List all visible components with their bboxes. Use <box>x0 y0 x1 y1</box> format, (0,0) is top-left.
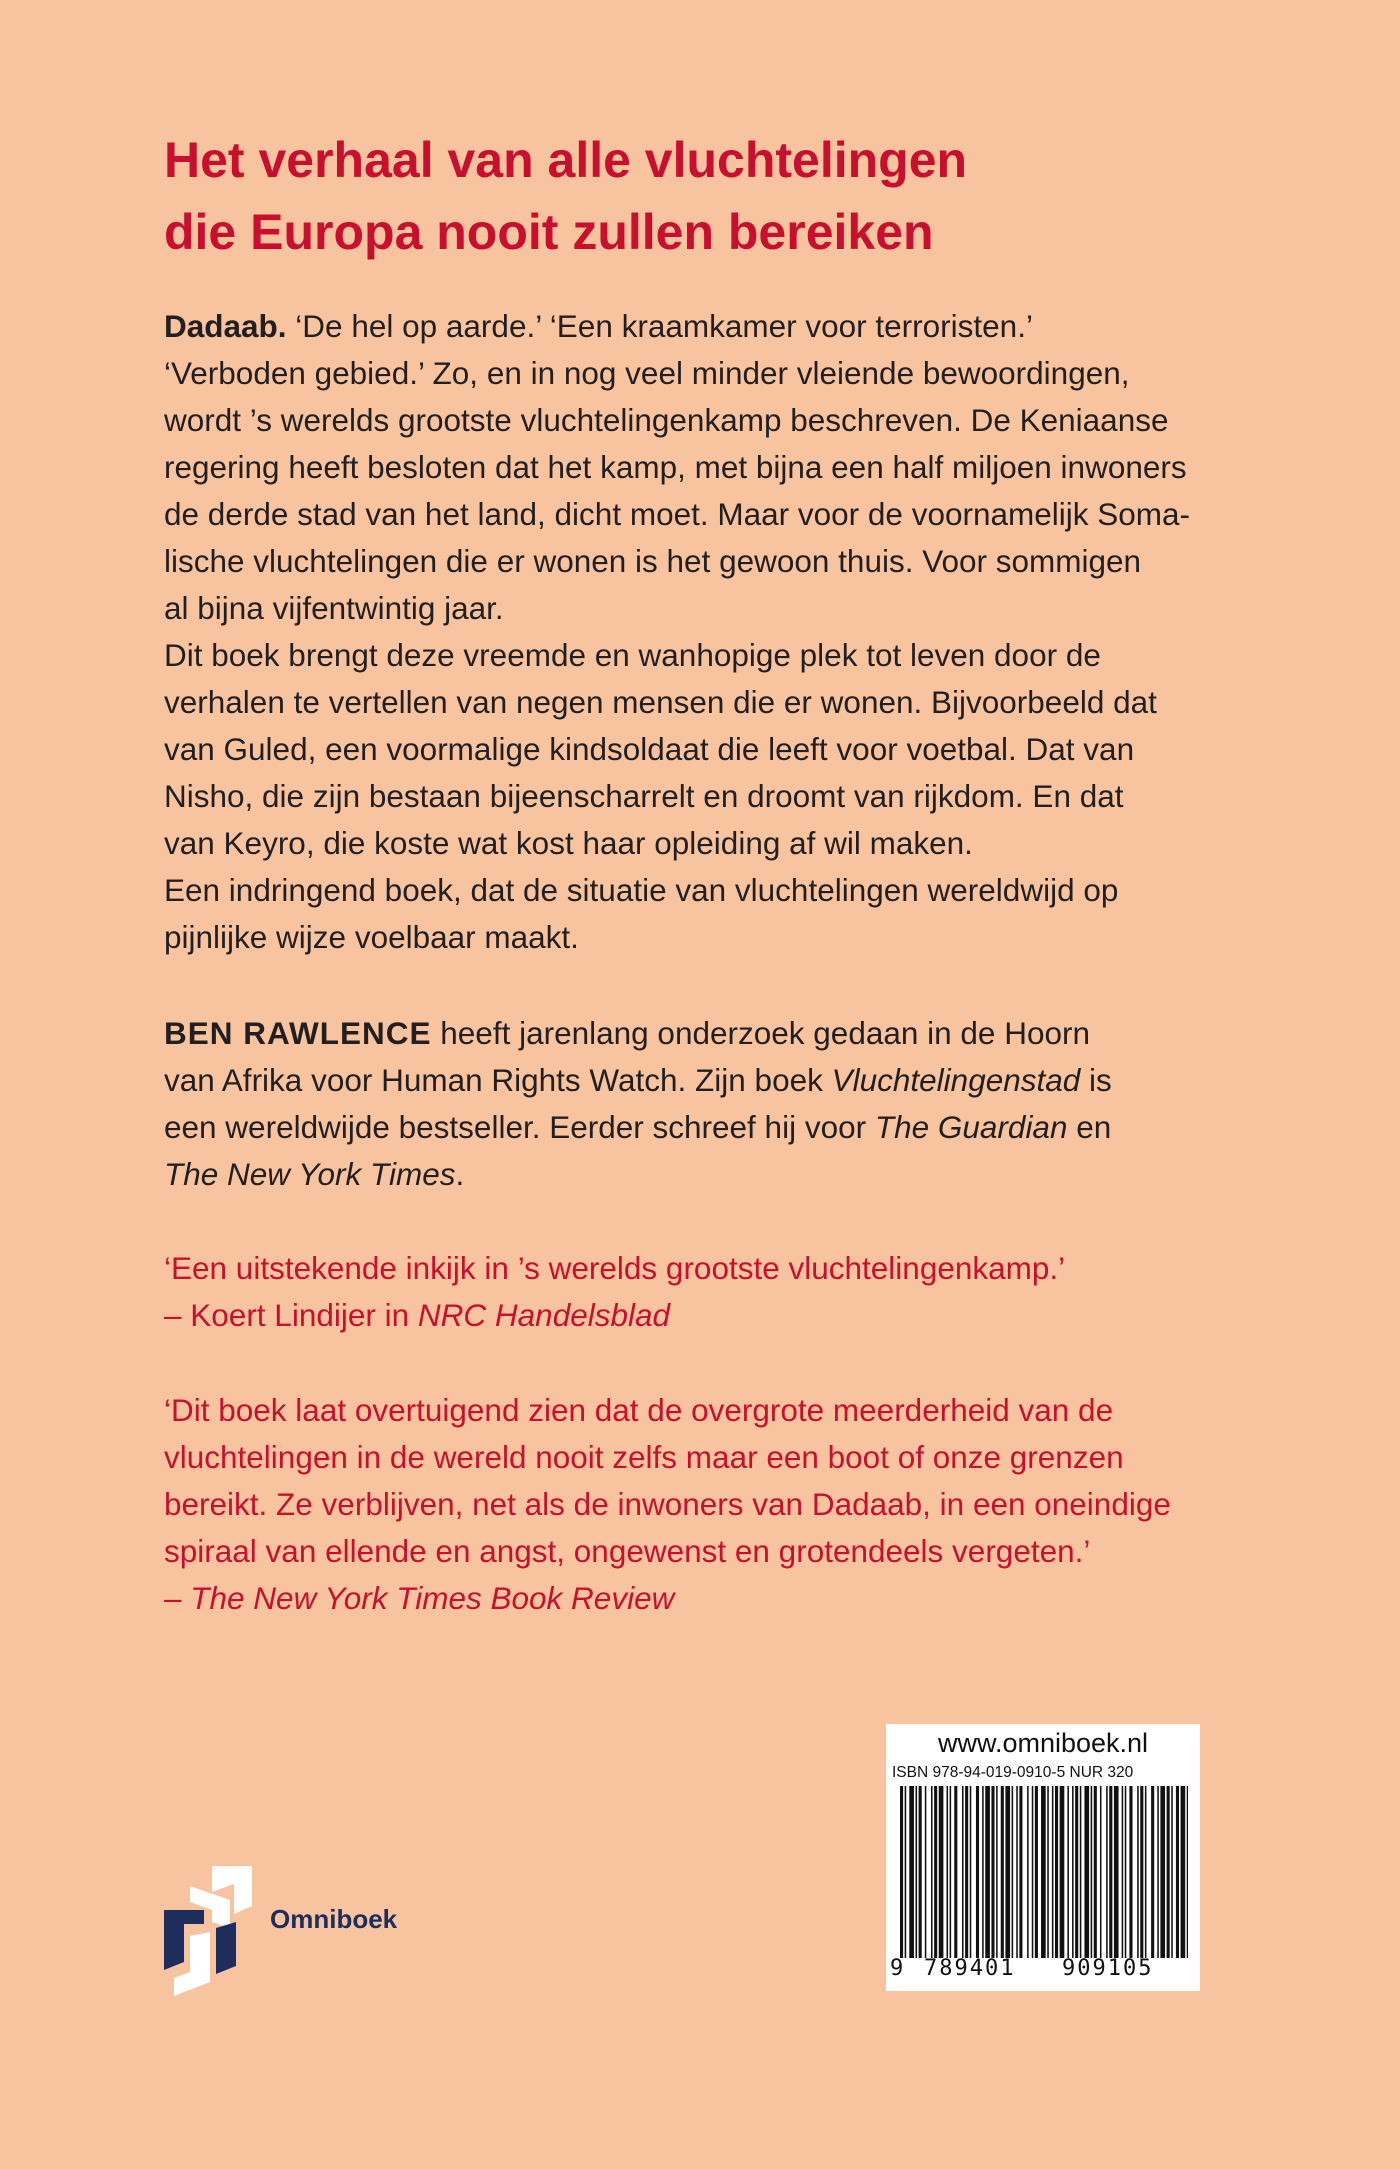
barcode-digit-group: 909105 <box>1062 1956 1154 1981</box>
barcode-bar <box>1041 1786 1046 1958</box>
barcode-bar <box>1094 1786 1097 1958</box>
barcode-bar <box>1067 1786 1069 1958</box>
blurb-line: van Guled, een voormalige kindsoldaat die leeft voor voetbal. Dat van <box>164 731 1135 767</box>
barcode-bar <box>1109 1786 1112 1958</box>
quote-line: bereikt. Ze verblijven, net als de inwoners van Dadaab, in een oneindige <box>164 1486 1171 1522</box>
blurb-line: Nisho, die zijn bestaan bijeenscharrelt en droomt van rijkdom. En dat <box>164 778 1124 814</box>
blurb-line: de derde stad van het land, dicht moet. Maar voor de voornamelijk Soma- <box>164 496 1191 532</box>
barcode-bar <box>1047 1786 1049 1958</box>
blurb-line: pijnlijke wijze voelbaar maakt. <box>164 919 579 955</box>
barcode-bar <box>1176 1786 1179 1958</box>
barcode-bar <box>1187 1786 1188 1958</box>
barcode-bar <box>991 1786 994 1958</box>
book-blurb <box>164 303 1284 961</box>
barcode-icon <box>900 1786 1188 1958</box>
barcode-bar <box>1091 1786 1093 1958</box>
barcode-bar <box>965 1786 968 1958</box>
barcode-bar <box>1145 1786 1147 1958</box>
barcode-bar <box>947 1786 949 1958</box>
author-line <box>164 1057 1284 1104</box>
isbn-label: ISBN 978-94-019-0910-5 NUR 320 <box>892 1764 1134 1781</box>
author-text: van Afrika voor Human Rights Watch. Zijn boek <box>164 1062 832 1098</box>
barcode-bar <box>950 1786 952 1958</box>
author-text: . <box>455 1156 465 1192</box>
author-name: BEN RAWLENCE <box>164 1015 432 1051</box>
quote-attribution <box>164 1292 1284 1339</box>
barcode-bar <box>900 1786 903 1958</box>
barcode-bar <box>1001 1786 1004 1958</box>
barcode-panel <box>886 1724 1200 1991</box>
publisher-url: www.omniboek.nl <box>937 1728 1149 1758</box>
omniboek-logo-icon <box>160 1866 260 1996</box>
author-line <box>164 1151 1284 1198</box>
barcode-bar <box>1181 1786 1186 1958</box>
headline-line-1: Het verhaal van alle vluchtelingen <box>164 132 968 188</box>
author-text: heeft jarenlang onderzoek gedaan in de Hoorn <box>431 1015 1091 1051</box>
barcode-bar <box>1052 1786 1054 1958</box>
author-text: een wereldwijde bestseller. Eerder schreef hij voor <box>164 1109 875 1145</box>
blurb-text: ‘De hel op aarde.’ ‘Een kraamkamer voor terroristen.’ <box>286 308 1033 344</box>
barcode-bar <box>1114 1786 1119 1958</box>
blurb-line: lische vluchtelingen die er wonen is het gewoon thuis. Voor sommigen <box>164 543 1142 579</box>
barcode-bar <box>1060 1786 1065 1958</box>
barcode-bar <box>996 1786 998 1958</box>
author-text: is <box>1080 1062 1112 1098</box>
headline <box>164 124 1264 268</box>
barcode-bar <box>909 1786 914 1958</box>
barcode-bar <box>1100 1786 1102 1958</box>
barcode-bar <box>1019 1786 1022 1958</box>
barcode-bar <box>1012 1786 1014 1958</box>
barcode-bar <box>976 1786 979 1958</box>
barcode-digit-group: 789401 <box>924 1956 1016 1981</box>
blurb-line: Een indringend boek, dat de situatie van vluchtelingen wereldwijd op <box>164 872 1119 908</box>
barcode-bar <box>1072 1786 1074 1958</box>
barcode-bar <box>1129 1786 1132 1958</box>
barcode-bar <box>934 1786 937 1958</box>
quote-source: NRC Handelsblad <box>417 1297 671 1333</box>
barcode-bar <box>916 1786 918 1958</box>
blurb-line: Dit boek brengt deze vreemde en wanhopige plek tot leven door de <box>164 637 1101 673</box>
quote-line: vluchtelingen in de wereld nooit zelfs maar een boot of onze grenzen <box>164 1439 1124 1475</box>
blurb-line: van Keyro, die koste wat kost haar opleiding af wil maken. <box>164 825 973 861</box>
barcode-bar <box>1125 1786 1127 1958</box>
barcode-digits <box>886 1956 1200 1986</box>
author-bio <box>164 1010 1284 1198</box>
author-line <box>164 1104 1284 1151</box>
publication-reference: The New York Times <box>164 1156 456 1192</box>
barcode-bar <box>1027 1786 1029 1958</box>
barcode-bar <box>1032 1786 1034 1958</box>
barcode-bar <box>1005 1786 1010 1958</box>
blurb-line: regering heeft besloten dat het kamp, met bijna een half miljoen inwoners <box>164 449 1187 485</box>
quote-line: spiraal van ellende en angst, ongewenst en grotendeels vergeten.’ <box>164 1533 1091 1569</box>
barcode-bar <box>1075 1786 1078 1958</box>
review-quote-1 <box>164 1245 1284 1339</box>
barcode-bar <box>1035 1786 1038 1958</box>
barcode-bar <box>1080 1786 1082 1958</box>
barcode-bar <box>1140 1786 1143 1958</box>
blurb-line: wordt ’s werelds grootste vluchtelingenkamp beschreven. De Keniaanse <box>164 402 1169 438</box>
barcode-bar <box>1157 1786 1159 1958</box>
blurb-line: al bijna vijfentwintig jaar. <box>164 590 504 626</box>
review-quote-2 <box>164 1387 1284 1622</box>
barcode-bar <box>1122 1786 1124 1958</box>
barcode-bar <box>925 1786 927 1958</box>
blurb-lead: Dadaab. <box>164 308 287 344</box>
barcode-bar <box>1160 1786 1165 1958</box>
barcode-bar <box>1171 1786 1173 1958</box>
barcode-bar <box>982 1786 984 1958</box>
barcode-bar <box>905 1786 907 1958</box>
author-text: en <box>1067 1109 1112 1145</box>
publication-reference: The Guardian <box>874 1109 1068 1145</box>
quote-line: ‘Een uitstekende inkijk in ’s werelds grootste vluchtelingenkamp.’ <box>164 1250 1066 1286</box>
blurb-line: ‘Verboden gebied.’ Zo, en in nog veel minder vleiende bewoordingen, <box>164 355 1130 391</box>
book-title-reference: Vluchtelingenstad <box>831 1062 1081 1098</box>
barcode-bar <box>1151 1786 1154 1958</box>
barcode-bar <box>970 1786 972 1958</box>
author-line <box>164 1010 1284 1057</box>
barcode-bar <box>954 1786 957 1958</box>
publisher-name: Omniboek <box>270 1904 398 1934</box>
barcode-bar <box>1167 1786 1170 1958</box>
quote-attribution: – The New York Times Book Review <box>164 1580 675 1616</box>
barcode-bar <box>931 1786 933 1958</box>
blurb-line: verhalen te vertellen van negen mensen die er wonen. Bijvoorbeeld dat <box>164 684 1157 720</box>
quote-author: – Koert Lindijer in <box>164 1297 418 1333</box>
headline-line-2: die Europa nooit zullen bereiken <box>164 204 934 260</box>
barcode-bar <box>1084 1786 1089 1958</box>
barcode-bar <box>1106 1786 1108 1958</box>
barcode-bar <box>939 1786 944 1958</box>
barcode-digit-group: 9 <box>890 1956 904 1981</box>
barcode-bar <box>985 1786 990 1958</box>
blurb-line <box>164 303 1284 350</box>
barcode-bar <box>1055 1786 1058 1958</box>
barcode-bar <box>1137 1786 1139 1958</box>
barcode-bar <box>919 1786 922 1958</box>
quote-line: ‘Dit boek laat overtuigend zien dat de overgrote meerderheid van de <box>164 1392 1114 1428</box>
barcode-bar <box>962 1786 964 1958</box>
barcode-bar <box>1016 1786 1018 1958</box>
